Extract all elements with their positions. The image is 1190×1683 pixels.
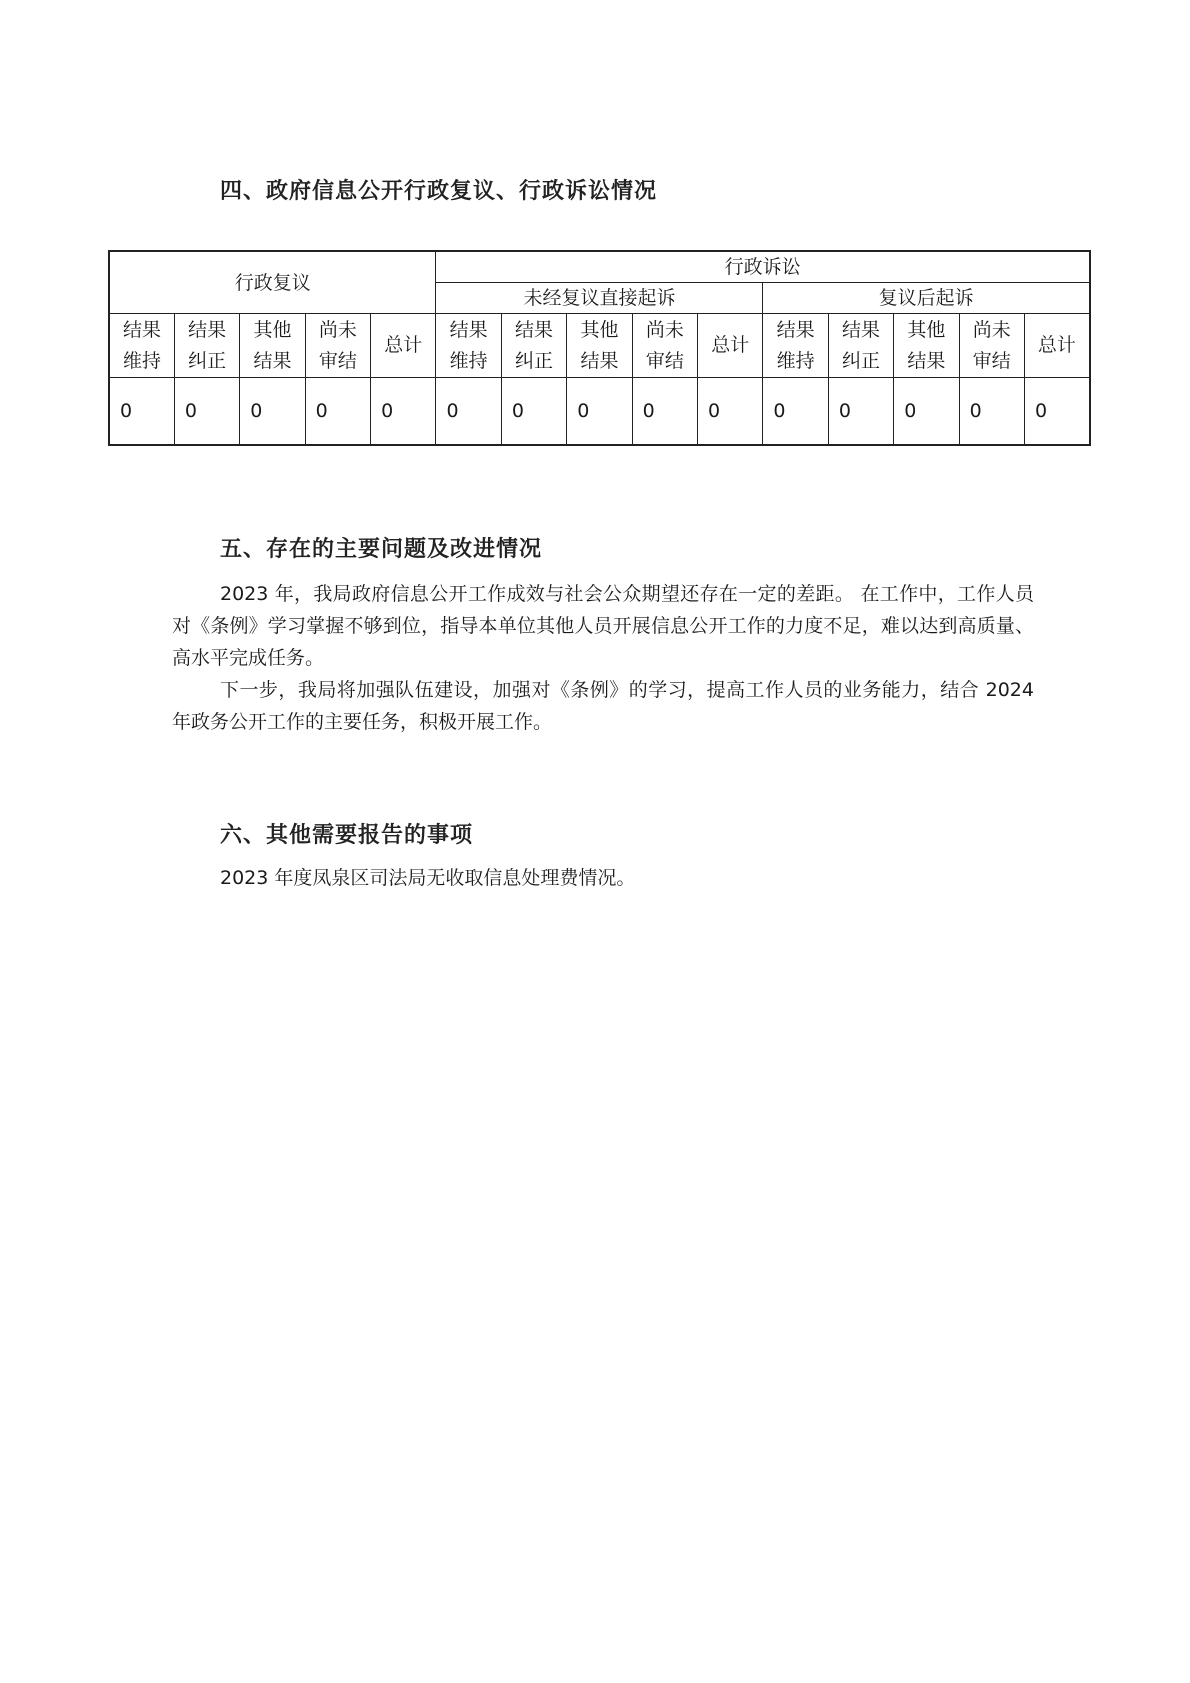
table-cell-value: 0 — [828, 378, 893, 446]
col-header-upheld: 结果 维持 — [436, 314, 501, 378]
table-cell-value: 0 — [959, 378, 1024, 446]
col-header-pending: 尚未 审结 — [632, 314, 697, 378]
direct-litigation-header: 未经复议直接起诉 — [436, 283, 763, 314]
col-header-other: 其他 结果 — [894, 314, 959, 378]
section-5-paragraph-1: 2023 年，我局政府信息公开工作成效与社会公众期望还存在一定的差距。 在工作中，工作人员对《条例》学习掌握不够到位，指导本单位其他人员开展信息公开工作的力度不足，难以达到高质量、高水平完成任务。 — [172, 583, 1034, 669]
table-cell-value: 0 — [632, 378, 697, 446]
section-6-paragraph: 2023 年度凤泉区司法局无收取信息处理费情况。 — [220, 867, 636, 889]
col-header-total: 总计 — [698, 314, 763, 378]
col-header-total: 总计 — [1024, 314, 1089, 378]
admin-review-header: 行政复议 — [109, 251, 436, 314]
section-5-paragraph-2: 下一步，我局将加强队伍建设，加强对《条例》的学习，提高工作人员的业务能力，结合 2024 年政务公开工作的主要任务，积极开展工作。 — [172, 679, 1034, 733]
col-header-total: 总计 — [371, 314, 436, 378]
col-header-corrected: 结果 纠正 — [828, 314, 893, 378]
section-5-heading: 五、存在的主要问题及改进情况 — [220, 536, 543, 562]
admin-litigation-header: 行政诉讼 — [436, 251, 1090, 283]
table-cell-value: 0 — [501, 378, 566, 446]
col-header-other: 其他 结果 — [567, 314, 632, 378]
table-cell-value: 0 — [240, 378, 305, 446]
review-litigation-table — [108, 250, 1091, 446]
col-header-pending: 尚未 审结 — [305, 314, 370, 378]
col-header-upheld: 结果 维持 — [109, 314, 174, 378]
table-cell-value: 0 — [1024, 378, 1089, 446]
table-cell-value: 0 — [174, 378, 239, 446]
after-review-litigation-header: 复议后起诉 — [763, 283, 1090, 314]
table-cell-value: 0 — [894, 378, 959, 446]
col-header-corrected: 结果 纠正 — [174, 314, 239, 378]
col-header-other: 其他 结果 — [240, 314, 305, 378]
table-cell-value: 0 — [371, 378, 436, 446]
section-6-heading: 六、其他需要报告的事项 — [220, 822, 474, 848]
table-cell-value: 0 — [109, 378, 174, 446]
table-cell-value: 0 — [763, 378, 828, 446]
col-header-corrected: 结果 纠正 — [501, 314, 566, 378]
table-cell-value: 0 — [698, 378, 763, 446]
section-4-heading: 四、政府信息公开行政复议、行政诉讼情况 — [220, 178, 658, 204]
table-cell-value: 0 — [305, 378, 370, 446]
col-header-upheld: 结果 维持 — [763, 314, 828, 378]
col-header-pending: 尚未 审结 — [959, 314, 1024, 378]
table-cell-value: 0 — [436, 378, 501, 446]
table-cell-value: 0 — [567, 378, 632, 446]
